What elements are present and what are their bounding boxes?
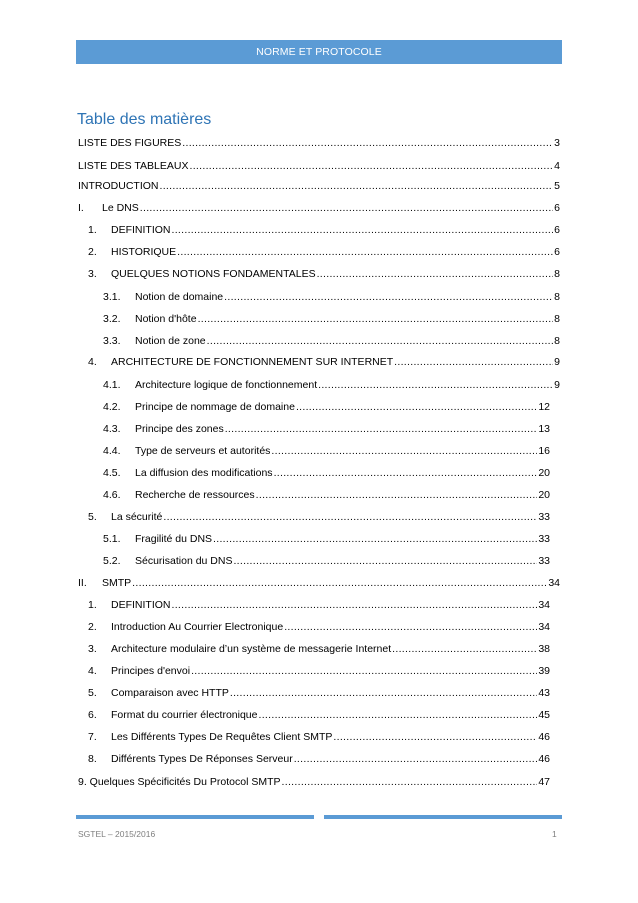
toc-entry-page: 8	[554, 313, 560, 325]
toc-entry-number: 3.3.	[103, 335, 121, 347]
toc-entry-page: 45	[538, 709, 550, 721]
toc-entry[interactable]	[78, 775, 550, 789]
toc-leader-dots	[256, 488, 538, 502]
toc-entry-number: 8.	[88, 753, 97, 765]
toc-leader-dots	[392, 642, 537, 656]
toc-entry-label: Format du courrier électronique	[111, 709, 258, 721]
toc-leader-dots	[282, 775, 538, 789]
toc-entry-label: HISTORIQUE	[111, 246, 177, 258]
toc-entry[interactable]	[78, 488, 550, 502]
toc-entry-page: 43	[538, 687, 550, 699]
toc-entry[interactable]	[78, 400, 550, 414]
toc-leader-dots	[317, 267, 554, 281]
toc-entry[interactable]	[78, 554, 550, 568]
footer-rule-gap	[314, 815, 324, 819]
toc-entry[interactable]	[78, 223, 560, 237]
toc-entry-page: 38	[538, 643, 550, 655]
toc-entry-page: 9	[554, 379, 560, 391]
toc-entry-number: 5.1.	[103, 533, 121, 545]
toc-entry-page: 34	[538, 599, 550, 611]
toc-entry-label: Type de serveurs et autorités	[135, 445, 271, 457]
toc-entry-label: ARCHITECTURE DE FONCTIONNEMENT SUR INTERNET	[111, 356, 394, 368]
toc-entry-page: 3	[554, 137, 560, 149]
toc-leader-dots	[207, 334, 554, 348]
toc-entry-number: 6.	[88, 709, 97, 721]
toc-entry-label: DEFINITION	[111, 224, 171, 236]
toc-entry[interactable]	[78, 290, 560, 304]
toc-entry[interactable]	[78, 159, 560, 173]
toc-entry-page: 8	[554, 291, 560, 303]
toc-entry[interactable]	[78, 355, 560, 369]
toc-entry-label: Architecture modulaire d’un système de messagerie Internet	[111, 643, 392, 655]
toc-entry-page: 6	[554, 246, 560, 258]
toc-entry-label: LISTE DES FIGURES	[78, 137, 182, 149]
toc-entry-label: INTRODUCTION	[78, 180, 159, 192]
toc-leader-dots	[190, 159, 554, 173]
footer-text: SGTEL – 2015/2016	[78, 829, 156, 839]
toc-leader-dots	[213, 532, 537, 546]
toc-entry-page: 47	[538, 776, 550, 788]
toc-entry-label: Fragilité du DNS	[135, 533, 213, 545]
toc-entry-number: 4.2.	[103, 401, 121, 413]
toc-entry-label: Introduction Au Courrier Electronique	[111, 621, 284, 633]
toc-entry-page: 39	[538, 665, 550, 677]
toc-leader-dots	[224, 290, 553, 304]
toc-entry-number: 3.1.	[103, 291, 121, 303]
toc-entry[interactable]	[78, 179, 560, 193]
toc-entry-label: Notion d'hôte	[135, 313, 197, 325]
toc-entry-label: Recherche de ressources	[135, 489, 255, 501]
toc-entry-label: SMTP	[102, 577, 132, 589]
toc-entry-number: 4.5.	[103, 467, 121, 479]
toc-entry-number: 3.2.	[103, 313, 121, 325]
toc-leader-dots	[394, 355, 553, 369]
toc-entry[interactable]	[78, 422, 550, 436]
toc-entry-number: 1.	[88, 599, 97, 611]
toc-entry-number: 4.3.	[103, 423, 121, 435]
toc-entry-page: 33	[538, 555, 550, 567]
toc-entry-number: 3.	[88, 643, 97, 655]
toc-entry-label: Le DNS	[102, 202, 139, 214]
toc-entry[interactable]	[78, 267, 560, 281]
toc-entry-page: 34	[548, 577, 560, 589]
toc-leader-dots	[318, 378, 553, 392]
toc-entry[interactable]	[78, 466, 550, 480]
toc-entry[interactable]	[78, 598, 550, 612]
toc-entry-page: 12	[538, 401, 550, 413]
toc-entry[interactable]	[78, 686, 550, 700]
page-number: 1	[552, 829, 557, 839]
toc-leader-dots	[294, 752, 538, 766]
toc-entry[interactable]	[78, 708, 550, 722]
toc-entry-label: La diffusion des modifications	[135, 467, 273, 479]
toc-entry-label: Architecture logique de fonctionnement	[135, 379, 318, 391]
toc-entry[interactable]	[78, 201, 560, 215]
toc-entry-page: 20	[538, 467, 550, 479]
toc-entry[interactable]	[78, 245, 560, 259]
toc-entry-label: Principe des zones	[135, 423, 224, 435]
toc-entry-number: 2.	[88, 246, 97, 258]
toc-entry-page: 8	[554, 268, 560, 280]
toc-leader-dots	[182, 136, 553, 150]
toc-leader-dots	[230, 686, 537, 700]
toc-entry-number: 5.2.	[103, 555, 121, 567]
toc-entry-number: I.	[78, 202, 84, 214]
toc-entry-page: 33	[538, 533, 550, 545]
toc-title: Table des matières	[77, 111, 212, 128]
toc-entry-page: 6	[554, 202, 560, 214]
toc-entry-page: 33	[538, 511, 550, 523]
toc-leader-dots	[160, 179, 554, 193]
toc-entry[interactable]	[78, 730, 550, 744]
toc-leader-dots	[140, 201, 553, 215]
toc-entry-page: 46	[538, 753, 550, 765]
toc-entry[interactable]	[78, 510, 550, 524]
toc-entry-page: 20	[538, 489, 550, 501]
toc-leader-dots	[172, 223, 554, 237]
toc-entry-page: 13	[538, 423, 550, 435]
toc-entry-page: 6	[554, 224, 560, 236]
toc-entry-number: 1.	[88, 224, 97, 236]
toc-entry-label: LISTE DES TABLEAUX	[78, 160, 189, 172]
toc-entry[interactable]	[78, 664, 550, 678]
toc-entry-number: 4.	[88, 665, 97, 677]
toc-leader-dots	[225, 422, 538, 436]
toc-entry-number: 4.1.	[103, 379, 121, 391]
toc-entry-number: 5.	[88, 687, 97, 699]
toc-entry[interactable]	[78, 752, 550, 766]
toc-entry-page: 5	[554, 180, 560, 192]
toc-leader-dots	[172, 598, 538, 612]
toc-leader-dots	[271, 444, 537, 458]
toc-entry-page: 46	[538, 731, 550, 743]
toc-leader-dots	[296, 400, 537, 414]
toc-leader-dots	[233, 554, 537, 568]
toc-entry-label: QUELQUES NOTIONS FONDAMENTALES	[111, 268, 316, 280]
toc-entry-label: 9. Quelques Spécificités Du Protocol SMTP	[78, 776, 281, 788]
toc-entry-number: 7.	[88, 731, 97, 743]
toc-entry-page: 4	[554, 160, 560, 172]
toc-entry-number: 4.4.	[103, 445, 121, 457]
toc-leader-dots	[163, 510, 537, 524]
toc-entry-page: 8	[554, 335, 560, 347]
toc-leader-dots	[198, 312, 554, 326]
toc-entry[interactable]	[78, 620, 550, 634]
toc-entry-number: 3.	[88, 268, 97, 280]
toc-entry-label: Comparaison avec HTTP	[111, 687, 229, 699]
toc-entry-label: Sécurisation du DNS	[135, 555, 233, 567]
toc-entry-page: 34	[538, 621, 550, 633]
running-header: NORME ET PROTOCOLE	[76, 40, 562, 64]
toc-entry[interactable]	[78, 642, 550, 656]
toc-entry[interactable]	[78, 532, 550, 546]
toc-entry[interactable]	[78, 378, 560, 392]
toc-entry-number: 2.	[88, 621, 97, 633]
toc-entry-label: Principes d'envoi	[111, 665, 191, 677]
toc-leader-dots	[333, 730, 537, 744]
toc-entry[interactable]	[78, 576, 560, 590]
toc-entry[interactable]	[78, 444, 550, 458]
toc-leader-dots	[274, 466, 538, 480]
toc-entry-number: II.	[78, 577, 87, 589]
toc-entry[interactable]	[78, 334, 560, 348]
toc-entry[interactable]	[78, 312, 560, 326]
toc-entry-label: Principe de nommage de domaine	[135, 401, 295, 413]
toc-entry-page: 16	[538, 445, 550, 457]
toc-entry-number: 4.	[88, 356, 97, 368]
toc-leader-dots	[284, 620, 537, 634]
toc-entry-label: Les Différents Types De Requêtes Client SMTP	[111, 731, 333, 743]
toc-entry-label: DEFINITION	[111, 599, 171, 611]
toc-entry-page: 9	[554, 356, 560, 368]
toc-leader-dots	[191, 664, 537, 678]
toc-leader-dots	[177, 245, 553, 259]
toc-entry-number: 5.	[88, 511, 97, 523]
toc-entry[interactable]	[78, 136, 560, 150]
toc-entry-label: La sécurité	[111, 511, 163, 523]
toc-leader-dots	[132, 576, 547, 590]
toc-entry-label: Différents Types De Réponses Serveur	[111, 753, 293, 765]
toc-entry-label: Notion de zone	[135, 335, 206, 347]
toc-leader-dots	[258, 708, 537, 722]
toc-entry-number: 4.6.	[103, 489, 121, 501]
toc-entry-label: Notion de domaine	[135, 291, 224, 303]
